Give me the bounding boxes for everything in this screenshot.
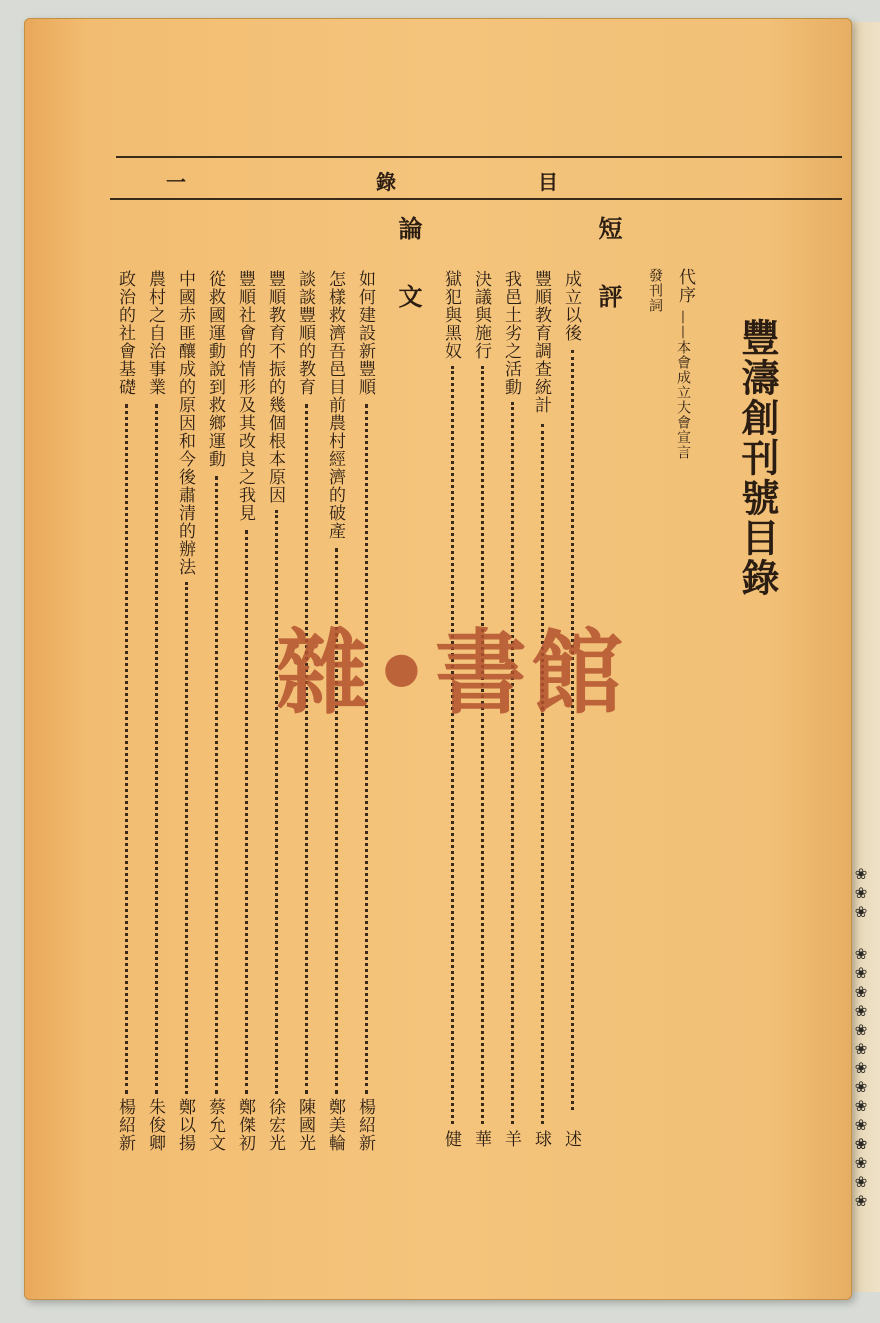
toc-entry-author: 朱俊卿 xyxy=(145,1098,165,1152)
toc-entry-title: 成立以後 xyxy=(561,270,581,342)
toc-leader xyxy=(305,404,308,1094)
running-head-right: 目 xyxy=(538,170,558,194)
toc-leader xyxy=(275,510,278,1094)
section-heading-short-comments: 短評 xyxy=(594,216,623,352)
toc-entry-title: 豐順社會的情形及其改良之我見 xyxy=(235,270,255,522)
toc-leader xyxy=(185,582,188,1094)
toc-entry-author: 楊紹新 xyxy=(115,1098,135,1152)
preface-text: ——本會成立大會宣言 xyxy=(675,310,691,460)
next-page-ornament-2: ❀❀❀❀❀❀❀❀❀❀❀ xyxy=(852,945,870,1154)
toc-entry-title: 如何建設新豐順 xyxy=(355,270,375,396)
toc-entry-title: 談談豐順的教育 xyxy=(295,270,315,396)
toc-leader xyxy=(245,530,248,1094)
toc-entry-title: 怎樣救濟吾邑目前農村經濟的破產 xyxy=(325,270,345,540)
toc-entry-title: 中國赤匪釀成的原因和今後肅清的辦法 xyxy=(175,270,195,576)
next-page-ornament-3: ❀❀❀❀ xyxy=(852,1135,870,1211)
header-rule-top xyxy=(116,156,842,158)
toc-entry-title: 從救國運動說到救鄉運動 xyxy=(205,270,225,468)
toc-leader xyxy=(365,404,368,1094)
toc-entry-title: 獄犯與黑奴 xyxy=(441,270,461,360)
section-heading-essays: 論文 xyxy=(394,216,423,352)
toc-entry-author: 華 xyxy=(471,1130,491,1148)
running-head-left: 錄 xyxy=(376,170,396,194)
toc-entry-title: 政治的社會基礎 xyxy=(115,270,135,396)
preface-subtitle: 發刊詞 xyxy=(647,268,663,313)
header-rule-bottom xyxy=(110,198,842,200)
toc-entry-author: 球 xyxy=(531,1130,551,1148)
toc-leader xyxy=(451,366,454,1124)
toc-entry-author: 健 xyxy=(441,1130,461,1148)
toc-entry-author: 鄭美輪 xyxy=(325,1098,345,1152)
toc-leader xyxy=(481,366,484,1124)
toc-leader xyxy=(215,476,218,1094)
toc-entry-author: 鄭以揚 xyxy=(175,1098,195,1152)
toc-entry-author: 陳國光 xyxy=(295,1098,315,1152)
next-page-ornament-1: ❀❀❀ xyxy=(852,865,870,922)
toc-entry-author: 徐宏光 xyxy=(265,1098,285,1152)
toc-leader xyxy=(511,402,514,1124)
toc-entry-author: 述 xyxy=(561,1130,581,1148)
toc-leader xyxy=(125,404,128,1094)
preface-label: 代序 xyxy=(675,268,695,304)
toc-leader xyxy=(541,424,544,1124)
toc-entry-title: 我邑土劣之活動 xyxy=(501,270,521,396)
toc-entry-author: 鄭傑初 xyxy=(235,1098,255,1152)
toc-entry-title: 豐順教育調查統計 xyxy=(531,270,551,414)
toc-leader xyxy=(155,404,158,1094)
toc-entry-author: 楊紹新 xyxy=(355,1098,375,1152)
toc-entry-title: 農村之自治事業 xyxy=(145,270,165,396)
toc-entry-author: 蔡允文 xyxy=(205,1098,225,1152)
page-number: 一 xyxy=(166,170,186,194)
toc-entry-title: 豐順教育不振的幾個根本原因 xyxy=(265,270,285,504)
toc-entry-title: 決議與施行 xyxy=(471,270,491,360)
toc-entry-author: 羊 xyxy=(501,1130,521,1148)
page-title: 豐濤創刊號目錄 xyxy=(735,318,780,598)
library-stamp: 雜•書館 xyxy=(276,619,627,727)
